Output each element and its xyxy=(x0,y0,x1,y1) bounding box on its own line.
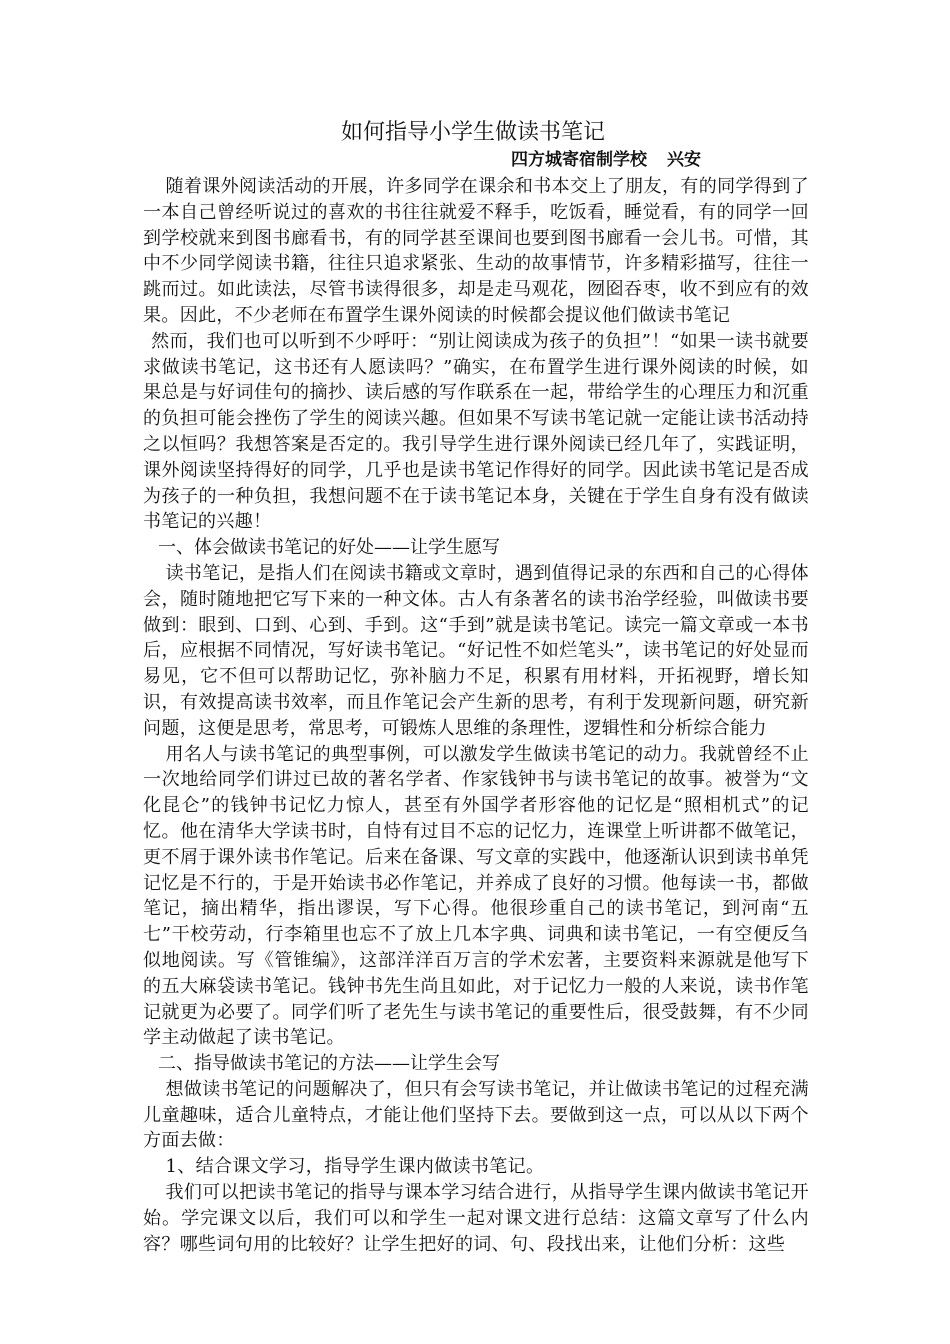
body-paragraph: 读书笔记，是指人们在阅读书籍或文章时，遇到值得记录的东西和自己的心得体会，随时随地把它写下来的一种文体。古人有条著名的读书治学经验，叫做读书要做到：眼到、口到、心到、手到。这“手到”就是读书笔记。读完一篇文章或一本书后，应根据不同情况，写好读书笔记。“好记性不如烂笔头”，读书笔记的好处显而易见，它不但可以帮助记忆，弥补脑力不足，积累有用材料，开拓视野，增长知识，有效提高读书效率，而且作笔记会产生新的思考，有利于发现新问题，研究新问题，这便是思考，常思考，可锻炼人思维的条理性，逻辑性和分析综合能力 xyxy=(143,562,809,739)
section-heading: 二、指导做读书笔记的方法——让学生会写 xyxy=(158,1053,500,1075)
author-school: 四方城寄宿制学校 xyxy=(511,150,647,170)
body-paragraph: 我们可以把读书笔记的指导与课本学习结合进行，从指导学生课内做读书笔记开始。学完课文以后，我们可以和学生一起对课文进行总结：这篇文章写了什么内容？哪些词句用的比较好？让学生把好的词、句、段找出来，让他们分析：这些 xyxy=(143,1182,809,1255)
body-paragraph: 随着课外阅读活动的开展，许多同学在课余和书本交上了朋友，有的同学得到了一本自己曾经听说过的喜欢的书往往就爱不释手，吃饭看，睡觉看，有的同学一回到学校就来到图书廊看书，有的同学甚至课间也要到图书廊看一会儿书。可惜，其中不少同学阅读书籍，往往只追求紧张、生动的故事情节，许多精彩描写，往往一跳而过。如此读法，尽管书读得很多，却是走马观花，囫囵吞枣，收不到应有的效果。因此，不少老师在布置学生课外阅读的时候都会提议他们做读书笔记 xyxy=(143,176,809,326)
section-heading: 一、体会做读书笔记的好处——让学生愿写 xyxy=(158,537,500,559)
body-paragraph: 用名人与读书笔记的典型事例，可以激发学生做读书笔记的动力。我就曾经不止一次地给同学们讲过已故的著名学者、作家钱钟书与读书笔记的故事。被誉为“文化昆仑”的钱钟书记忆力惊人，甚至有外国学者形容他的记忆是“照相机式”的记忆。他在清华大学读书时，自恃有过目不忘的记忆力，连课堂上听讲都不做笔记，更不屑于课外读书作笔记。后来在备课、写文章的实践中，他逐渐认识到读书单凭记忆是不行的，于是开始读书必作笔记，并养成了良好的习惯。他每读一书，都做笔记，摘出精华，指出谬误，写下心得。他很珍重自己的读书笔记，到河南“五七”干校劳动，行李箱里也忘不了放上几本字典、词典和读书笔记，一有空便反刍似地阅读。写《管锥编》，这部洋洋百万言的学术宏著，主要资料来源就是他写下的五大麻袋读书笔记。钱钟书先生尚且如此，对于记忆力一般的人来说，读书作笔记就更为必要了。同学们听了老先生与读书笔记的重要性后，很受鼓舞，有不少同学主动做起了读书笔记。 xyxy=(143,743,809,1049)
body-paragraph: 1、结合课文学习，指导学生课内做读书笔记。 xyxy=(165,1156,545,1178)
body-paragraph: 然而，我们也可以听到不少呼吁：“别让阅读成为孩子的负担”！“如果一读书就要求做读书笔记，这书还有人愿读吗？”确实，在布置学生进行课外阅读的时候，如果总是与好词佳句的摘抄、读后感的写作联系在一起，带给学生的心理压力和沉重的负担可能会挫伤了学生的阅读兴趣。但如果不写读书笔记就一定能让读书活动持之以恒吗？我想答案是否定的。我引导学生进行课外阅读已经几年了，实践证明，课外阅读坚持得好的同学，几乎也是读书笔记作得好的同学。因此读书笔记是否成为孩子的一种负担，我想问题不在于读书笔记本身，关键在于学生自身有没有做读书笔记的兴趣！ xyxy=(143,330,809,533)
body-paragraph: 想做读书笔记的问题解决了，但只有会写读书笔记，并让做读书笔记的过程充满儿童趣味，适合儿童特点，才能让他们坚持下去。要做到这一点，可以从以下两个方面去做： xyxy=(143,1078,809,1152)
document-title: 如何指导小学生做读书笔记 xyxy=(340,120,605,145)
author-name: 兴安 xyxy=(667,150,701,170)
document-page xyxy=(143,118,809,1257)
author-byline xyxy=(143,148,809,172)
